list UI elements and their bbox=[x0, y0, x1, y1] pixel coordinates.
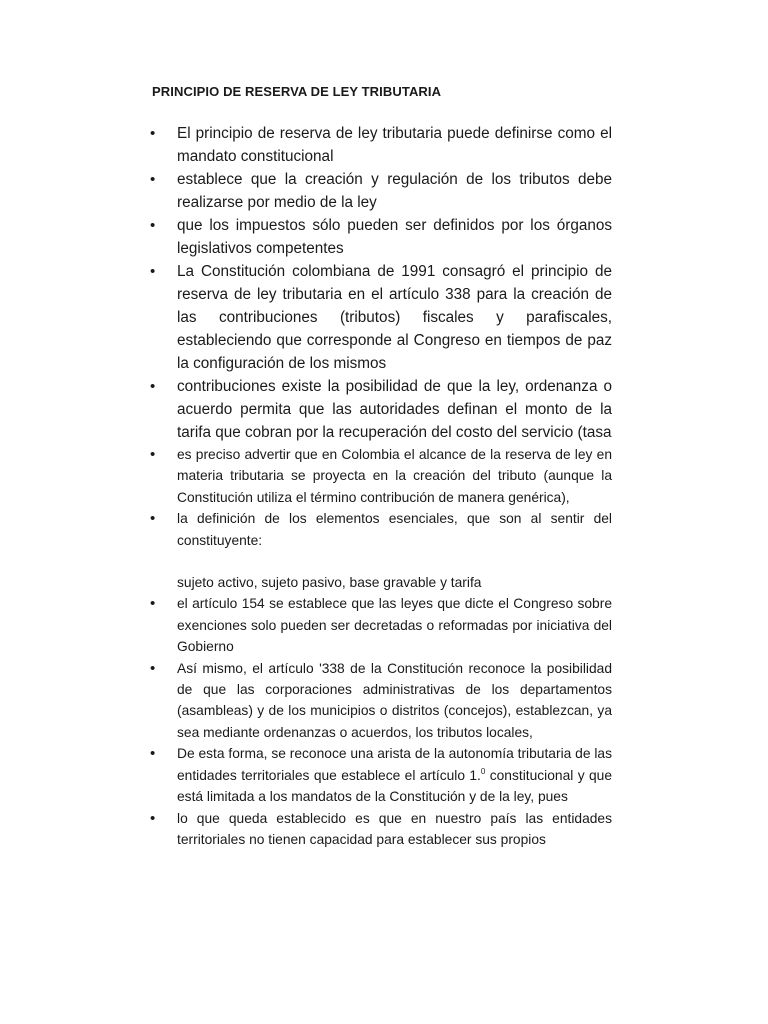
document-title: PRINCIPIO DE RESERVA DE LEY TRIBUTARIA bbox=[152, 84, 442, 99]
text-segment: De esta forma, se reconoce una arista de la autonomía tributaria de las entidades territoriales que establece el artículo 1. bbox=[177, 746, 612, 783]
bullet-icon: • bbox=[150, 595, 156, 613]
list-item bbox=[150, 658, 612, 744]
list-item bbox=[150, 168, 612, 214]
bullet-icon: • bbox=[150, 510, 156, 528]
list-item bbox=[150, 593, 612, 657]
list-item-text: el artículo 154 se establece que las leyes que dicte el Congreso sobre exenciones solo pueden ser decretadas o reformadas por iniciativa del Gobierno bbox=[177, 596, 612, 655]
list-item-text: es preciso advertir que en Colombia el alcance de la reserva de ley en materia tributaria se proyecta en la creación del tributo (aunque la Constitución utiliza el término contribución de manera genérica), bbox=[177, 447, 612, 505]
list-item bbox=[150, 743, 612, 807]
list-item-text: Así mismo, el artículo '338 de la Constitución reconoce la posibilidad de que las corporaciones administrativas de los departamentos (asambleas) y de los municipios o distritos (concejos), establezcan, ya sea mediante ordenanzas o acuerdos, los tributos locales, bbox=[177, 660, 612, 740]
bullet-icon: • bbox=[150, 809, 156, 827]
list-item bbox=[150, 508, 612, 551]
bullet-icon: • bbox=[150, 745, 156, 763]
list-item bbox=[150, 444, 612, 508]
list-item-text: lo que queda establecido es que en nuestro país las entidades territoriales no tienen capacidad para establecer sus propios bbox=[177, 810, 612, 847]
bullet-icon: • bbox=[150, 446, 156, 463]
list-item-text: que los impuestos sólo pueden ser definidos por los órganos legislativos competentes bbox=[177, 217, 612, 257]
list-item-text: El principio de reserva de ley tributaria puede definirse como el mandato constitucional bbox=[177, 125, 612, 165]
list-item-text bbox=[177, 746, 612, 804]
bullet-list bbox=[150, 122, 612, 850]
list-item bbox=[150, 122, 612, 168]
bullet-icon: • bbox=[150, 263, 156, 280]
bullet-icon: • bbox=[150, 217, 156, 234]
list-item bbox=[150, 375, 612, 444]
list-item-text: contribuciones existe la posibilidad de que la ley, ordenanza o acuerdo permita que las autoridades definan el monto de la tarifa que cobran por la recuperación del costo del servicio (tasa bbox=[177, 378, 612, 441]
list-item bbox=[150, 260, 612, 375]
list-item bbox=[150, 214, 612, 260]
bullet-icon: • bbox=[150, 659, 156, 677]
superscript: 0 bbox=[480, 766, 486, 776]
list-item-text: la definición de los elementos esenciales, que son al sentir del constituyente: bbox=[177, 511, 612, 548]
text-segment: constitucional y que está limitada a los mandatos de la Constitución y de la ley, pues bbox=[177, 767, 612, 805]
bullet-icon: • bbox=[150, 125, 156, 142]
list-item bbox=[150, 808, 612, 851]
list-item-text: establece que la creación y regulación de los tributos debe realizarse por medio de la ley bbox=[177, 171, 612, 211]
elements-line: sujeto activo, sujeto pasivo, base gravable y tarifa bbox=[177, 575, 482, 591]
list-item-text: La Constitución colombiana de 1991 consagró el principio de reserva de ley tributaria en el artículo 338 para la creación de las contribuciones (tributos) fiscales y parafiscales, estableciendo que corresponde al Congreso en tiempos de paz la configuración de los mismos bbox=[177, 263, 612, 372]
bullet-icon: • bbox=[150, 171, 156, 188]
bullet-icon: • bbox=[150, 378, 156, 395]
